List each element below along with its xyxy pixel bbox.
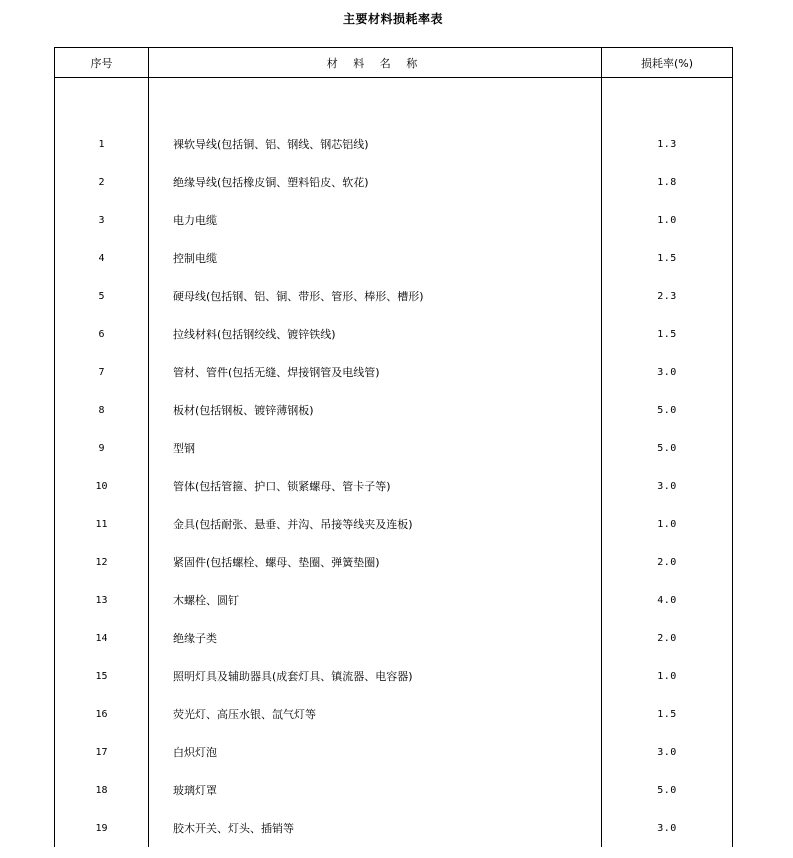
row-rate: 4.0	[602, 581, 733, 619]
table-row	[55, 581, 733, 619]
row-rate: 2.0	[602, 619, 733, 657]
row-rate: 3.0	[602, 467, 733, 505]
table-row	[55, 657, 733, 695]
table-row	[55, 619, 733, 657]
header-name: 材 料 名 称	[149, 48, 602, 78]
row-rate: 1.5	[602, 315, 733, 353]
row-no: 7	[55, 353, 149, 391]
table-row	[55, 239, 733, 277]
row-rate: 1.0	[602, 657, 733, 695]
header-no: 序号	[55, 48, 149, 78]
row-rate: 3.0	[602, 353, 733, 391]
row-no: 9	[55, 429, 149, 467]
row-no: 5	[55, 277, 149, 315]
row-name: 绝缘子类	[149, 619, 602, 657]
table-row	[55, 467, 733, 505]
row-rate: 2.0	[602, 543, 733, 581]
row-no: 17	[55, 733, 149, 771]
row-name: 管体(包括管箍、护口、锁紧螺母、管卡子等)	[149, 467, 602, 505]
row-rate: 1.3	[602, 125, 733, 163]
table-row	[55, 125, 733, 163]
loss-rate-table	[54, 47, 733, 847]
row-name: 绝缘导线(包括橡皮铜、塑料铅皮、软花)	[149, 163, 602, 201]
row-name: 裸软导线(包括铜、铝、钢线、钢芯铝线)	[149, 125, 602, 163]
row-no: 12	[55, 543, 149, 581]
row-name: 玻璃灯罩	[149, 771, 602, 809]
row-no: 2	[55, 163, 149, 201]
table-row	[55, 543, 733, 581]
row-no: 1	[55, 125, 149, 163]
row-name: 型钢	[149, 429, 602, 467]
row-name: 荧光灯、高压水银、氙气灯等	[149, 695, 602, 733]
row-no: 10	[55, 467, 149, 505]
table-row	[55, 695, 733, 733]
row-name: 胶木开关、灯头、插销等	[149, 809, 602, 847]
row-no: 3	[55, 201, 149, 239]
table-row	[55, 163, 733, 201]
row-no: 4	[55, 239, 149, 277]
header-rate: 损耗率(%)	[602, 48, 733, 78]
row-name: 紧固件(包括螺栓、螺母、垫圈、弹簧垫圈)	[149, 543, 602, 581]
row-rate: 3.0	[602, 809, 733, 847]
row-no: 19	[55, 809, 149, 847]
row-no: 18	[55, 771, 149, 809]
row-name: 板材(包括钢板、镀锌薄钢板)	[149, 391, 602, 429]
row-no: 6	[55, 315, 149, 353]
row-rate: 3.0	[602, 733, 733, 771]
row-rate: 5.0	[602, 429, 733, 467]
row-name: 管材、管件(包括无缝、焊接钢管及电线管)	[149, 353, 602, 391]
row-no: 11	[55, 505, 149, 543]
spacer-cell	[55, 78, 149, 126]
table-row	[55, 771, 733, 809]
table-row	[55, 277, 733, 315]
row-rate: 2.3	[602, 277, 733, 315]
row-rate: 1.0	[602, 201, 733, 239]
table-header-row	[55, 48, 733, 78]
row-rate: 1.0	[602, 505, 733, 543]
row-rate: 1.8	[602, 163, 733, 201]
table-row	[55, 809, 733, 847]
table-row	[55, 429, 733, 467]
row-no: 16	[55, 695, 149, 733]
row-rate: 1.5	[602, 695, 733, 733]
row-no: 15	[55, 657, 149, 695]
row-no: 8	[55, 391, 149, 429]
table-row	[55, 505, 733, 543]
table-row	[55, 201, 733, 239]
table-row	[55, 391, 733, 429]
row-name: 电力电缆	[149, 201, 602, 239]
row-name: 硬母线(包括钢、铝、铜、带形、管形、棒形、槽形)	[149, 277, 602, 315]
page-title: 主要材料损耗率表	[342, 12, 443, 26]
table-row	[55, 315, 733, 353]
row-no: 14	[55, 619, 149, 657]
row-name: 拉线材料(包括钢绞线、镀锌铁线)	[149, 315, 602, 353]
spacer-cell	[602, 78, 733, 126]
row-rate: 5.0	[602, 391, 733, 429]
row-name: 白炽灯泡	[149, 733, 602, 771]
table-row	[55, 733, 733, 771]
row-name: 照明灯具及辅助器具(成套灯具、镇流器、电容器)	[149, 657, 602, 695]
row-name: 金具(包括耐张、悬垂、并沟、吊接等线夹及连板)	[149, 505, 602, 543]
row-no: 13	[55, 581, 149, 619]
row-name: 木螺栓、圆钉	[149, 581, 602, 619]
row-name: 控制电缆	[149, 239, 602, 277]
row-rate: 1.5	[602, 239, 733, 277]
table-spacer-row	[55, 78, 733, 126]
spacer-cell	[149, 78, 602, 126]
table-row	[55, 353, 733, 391]
row-rate: 5.0	[602, 771, 733, 809]
